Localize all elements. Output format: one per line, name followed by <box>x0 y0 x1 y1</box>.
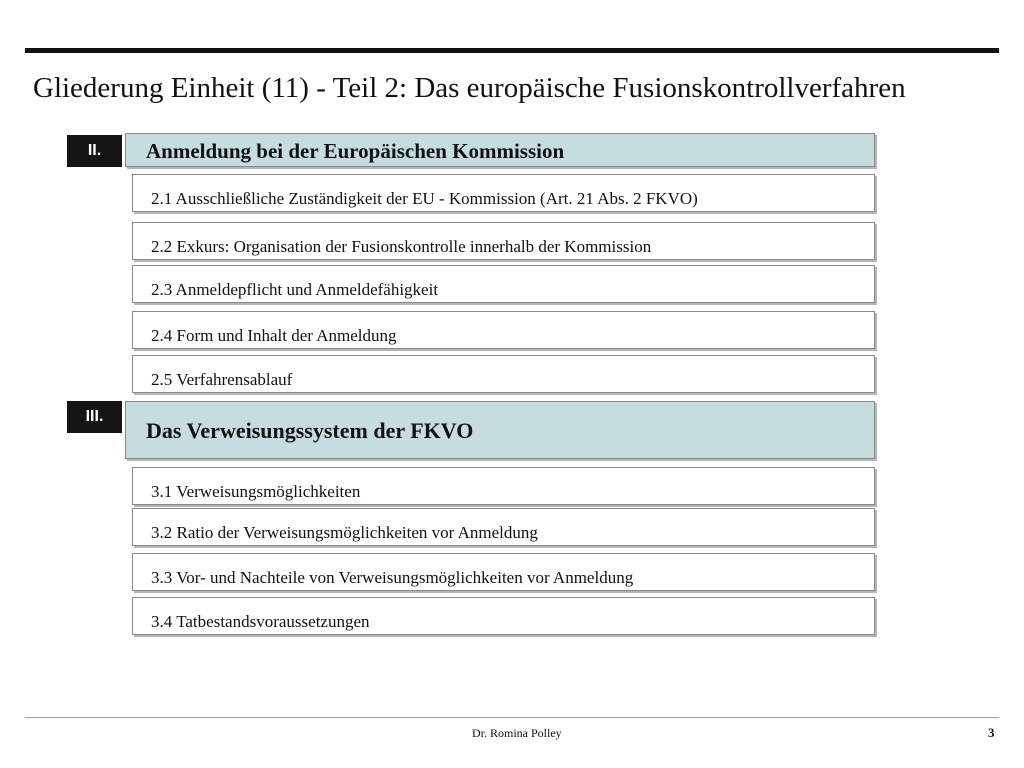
outline-item <box>132 597 875 635</box>
outline-item <box>132 553 875 591</box>
outline-item-label: 2.1 Ausschließliche Zuständigkeit der EU - Kommission (Art. 21 Abs. 2 FKVO) <box>151 189 698 208</box>
outline-item-label: 3.2 Ratio der Verweisungsmöglichkeiten vor Anmeldung <box>151 523 538 542</box>
outline-item <box>132 355 875 393</box>
footer-rule <box>25 717 999 718</box>
outline-item-label: 3.4 Tatbestandsvoraussetzungen <box>151 612 370 631</box>
outline-item-label: 2.3 Anmeldepflicht und Anmeldefähigkeit <box>151 280 439 299</box>
section-numeral-iii: III. <box>67 401 122 433</box>
outline-item-label: 2.4 Form und Inhalt der Anmeldung <box>151 326 397 345</box>
outline-item <box>132 467 875 505</box>
section-heading: Das Verweisungssystem der FKVO <box>146 418 474 443</box>
slide-title: Gliederung Einheit (11) - Teil 2: Das europäische Fusionskontrollverfahren <box>33 72 906 104</box>
outline-item <box>132 265 875 303</box>
outline-item <box>132 174 875 212</box>
outline-item <box>132 508 875 546</box>
section-header-iii <box>125 401 875 459</box>
section-heading: Anmeldung bei der Europäischen Kommission <box>146 139 565 163</box>
footer-author: Dr. Romina Polley <box>472 726 562 740</box>
outline-item-label: 2.5 Verfahrensablauf <box>151 370 293 389</box>
outline-item-label: 3.1 Verweisungsmöglichkeiten <box>151 482 361 501</box>
section-numeral-ii: II. <box>67 135 122 167</box>
top-rule <box>25 48 999 53</box>
outline-item <box>132 311 875 349</box>
outline-item-label: 3.3 Vor- und Nachteile von Verweisungsmöglichkeiten vor Anmeldung <box>151 568 634 587</box>
outline-item <box>132 222 875 260</box>
outline-item-label: 2.2 Exkurs: Organisation der Fusionskontrolle innerhalb der Kommission <box>151 237 652 256</box>
page-number: 3 <box>988 725 995 740</box>
section-header-ii <box>125 133 875 167</box>
